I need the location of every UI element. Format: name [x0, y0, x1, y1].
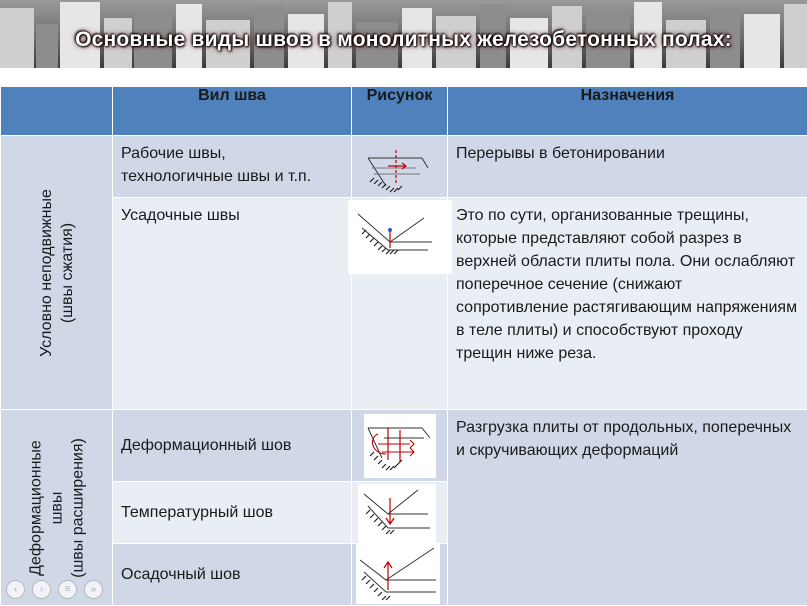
table-row — [1, 198, 807, 410]
header-blank — [1, 87, 113, 136]
purpose-cell — [448, 198, 807, 410]
joint-type-cell — [113, 410, 352, 482]
title-underline-strip — [0, 68, 807, 86]
city-banner — [0, 0, 807, 68]
prev-slide-button[interactable]: ‹ — [6, 580, 25, 599]
joint-type-cell — [113, 482, 352, 544]
joint-type-cell — [113, 544, 352, 606]
slide-title: Основные виды швов в монолитных железобетонных полах: — [0, 28, 807, 52]
group-label-line: швы — [46, 438, 67, 578]
menu-button[interactable]: ≡ — [58, 580, 77, 599]
joint-drawing-cell — [352, 136, 448, 198]
end-slide-button[interactable]: » — [84, 580, 103, 599]
joint-type-name: Осадочный шов — [113, 563, 351, 586]
group-label-fixed — [1, 136, 113, 410]
header-purpose: Назначения — [448, 87, 807, 136]
group-label-deformation — [1, 410, 113, 606]
purpose-text: Разгрузка плиты от продольных, поперечных и скручивающих деформаций — [448, 410, 807, 462]
joint-drawing-cell — [352, 198, 448, 410]
table-row — [1, 136, 807, 198]
group-label-line: Условно неподвижные — [36, 189, 57, 357]
next-slide-button[interactable]: › — [32, 580, 51, 599]
joint-types-table — [0, 86, 807, 606]
temperature-joint-drawing — [358, 484, 436, 544]
purpose-cell — [448, 410, 807, 606]
group-label-line: Деформационные — [25, 438, 46, 578]
joint-drawing-cell — [352, 410, 448, 482]
joint-type-cell — [113, 198, 352, 410]
joint-type-cell — [113, 136, 352, 198]
joint-type-name: технологичные швы и т.п. — [121, 165, 343, 188]
purpose-text: Перерывы в бетонировании — [448, 136, 807, 165]
settlement-joint-drawing — [356, 544, 440, 604]
joint-drawing-cell — [352, 482, 448, 544]
header-type: Вил шва — [113, 87, 352, 136]
joint-type-name: Усадочные швы — [113, 198, 351, 227]
joint-type-name: Температурный шов — [113, 501, 351, 524]
header-drawing: Рисунок — [352, 87, 448, 136]
purpose-cell — [448, 136, 807, 198]
group-label-line: (швы расширения) — [67, 438, 88, 578]
group-label-line: (швы сжатия) — [57, 189, 78, 357]
purpose-text: Это по сути, организованные трещины, которые представляют собой разрез в верхней области плиты пола. Они ослабляют поперечное сечение (снижают сопротивление растягивающим напряжениям в теле плиты) и способствуют проходу трещин ниже реза. — [448, 198, 807, 365]
shrinkage-joint-drawing — [348, 200, 452, 274]
joint-type-name: Деформационный шов — [113, 434, 351, 457]
deformation-joint-drawing — [364, 414, 436, 478]
table-header-row — [1, 87, 807, 136]
joint-drawing-cell — [352, 544, 448, 606]
table-row — [1, 410, 807, 482]
working-joint-drawing — [366, 138, 432, 198]
joint-type-name: Рабочие швы, — [121, 142, 343, 165]
